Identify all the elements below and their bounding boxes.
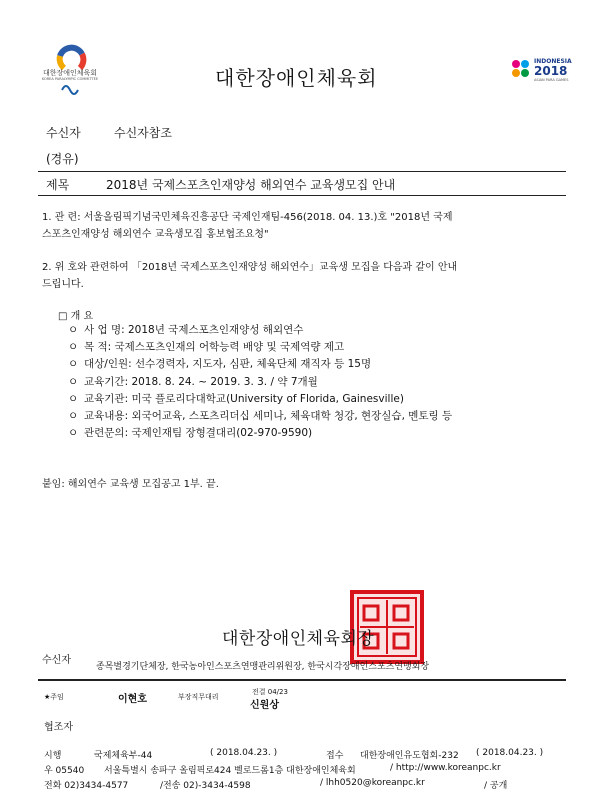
apg-logo-year: 2018 xyxy=(534,64,568,78)
notice-paragraph-line1: 2. 위 호와 관련하여 「2018년 국제스포츠인재양성 해외연수」교육생 모집을 다음과 같이 안내 xyxy=(42,262,458,273)
outline-heading: □ 개 요 xyxy=(58,311,94,322)
enforce-value: 국제체육부-44 xyxy=(94,751,153,761)
asian-para-games-emblem-icon xyxy=(510,58,532,80)
detail-text: 교육내용: 외국어교육, 스포츠리더십 세미나, 체육대학 청강, 현장실습, 멘토링 등 xyxy=(84,410,453,422)
divider xyxy=(38,171,566,172)
bullet-marker: ㅇ xyxy=(68,410,79,422)
bullet-marker: ㅇ xyxy=(68,427,79,440)
address: 서울특별시 송파구 올림픽로424 벨로드롬1층 대한장애인체육회 xyxy=(104,766,356,776)
reference-paragraph-line1: 1. 관 련: 서울올림픽기념국민체육진흥공단 국제인재팀-456(2018. 04. 13.)호 "2018년 국제 xyxy=(42,212,453,223)
detail-text: 사 업 명: 2018년 국제스포츠인재양성 해외연수 xyxy=(84,324,304,336)
drafter-role: ★주임 xyxy=(44,693,64,701)
apg-logo-country: INDONESIA xyxy=(534,58,572,65)
document-header-title: 대한장애인체육회 xyxy=(215,66,378,90)
apg-logo-subtext: ASIAN PARA GAMES xyxy=(534,78,569,82)
bullet-marker: ㅇ xyxy=(68,324,79,336)
notice-paragraph-line2: 드립니다. xyxy=(42,279,84,290)
reference-paragraph-line2: 스포츠인재양성 해외연수 교육생모집 홍보협조요청" xyxy=(42,229,269,240)
subject-value: 2018년 국제스포츠인재양성 해외연수 교육생모집 안내 xyxy=(106,178,396,192)
bullet-marker: ㅇ xyxy=(68,392,79,405)
disclosure-status: / 공개 xyxy=(484,781,508,791)
receipt-date: ( 2018.04.23. ) xyxy=(476,748,544,758)
divider xyxy=(38,195,566,196)
kpc-logo-sublabel: KOREA PARALYMPIC COMMITTEE xyxy=(41,77,99,81)
fax-number: /전송 02)-3434-4598 xyxy=(160,781,251,791)
detail-item xyxy=(68,322,303,337)
detail-text: 관련문의: 국제인재팀 장형결대리(02-970-9590) xyxy=(84,427,313,440)
recipients-value: 종목별경기단체장, 한국농아인스포츠연맹관리위원장, 한국시각장애인스포츠연맹회장 xyxy=(96,662,430,672)
detail-text: 교육기간: 2018. 8. 24. ~ 2019. 3. 3. / 약 7개월 xyxy=(84,375,318,388)
detail-item xyxy=(68,374,318,389)
recipient-label: 수신자 xyxy=(46,126,81,140)
bullet-marker: ㅇ xyxy=(68,358,79,371)
phone-number: 전화 02)3434-4577 xyxy=(44,781,129,791)
detail-item xyxy=(68,391,404,406)
kpc-logo-label: 대한장애인체육회 xyxy=(42,69,98,77)
subject-label: 제목 xyxy=(46,178,70,192)
receipt-value: 대한장애인유도협회-232 xyxy=(360,751,459,761)
recipient-value: 수신자참조 xyxy=(114,126,172,140)
receipt-label: 접수 xyxy=(326,751,344,761)
detail-item xyxy=(68,425,312,440)
drafter-name: 이현호 xyxy=(118,694,147,705)
detail-text: 교육기관: 미국 플로리다대학교(University of Florida, Gainesville) xyxy=(84,392,404,405)
via-label: (경유) xyxy=(46,152,79,166)
detail-item xyxy=(68,339,344,354)
issuer-name: 대한장애인체육회장 xyxy=(222,629,375,649)
approver-date: 전결 04/23 xyxy=(252,688,288,696)
approver-name: 신원상 xyxy=(250,700,279,711)
kpc-logo xyxy=(40,38,100,98)
attachment-line: 붙임: 해외연수 교육생 모집공고 1부. 끝. xyxy=(42,479,219,490)
detail-text: 대상/인원: 선수경력자, 지도자, 심판, 체육단체 재직자 등 15명 xyxy=(84,358,372,371)
asian-para-games-logo xyxy=(510,56,572,86)
reviewer-role: 부장직무대리 xyxy=(178,693,219,701)
divider xyxy=(38,679,566,681)
website-link[interactable]: / http://www.koreanpc.kr xyxy=(390,763,501,773)
recipients-label: 수신자 xyxy=(42,655,71,666)
email-link[interactable]: / lhh0520@koreanpc.kr xyxy=(320,778,425,788)
detail-item xyxy=(68,356,371,371)
enforce-date: ( 2018.04.23. ) xyxy=(210,748,278,758)
bullet-marker: ㅇ xyxy=(68,341,79,354)
enforce-label: 시행 xyxy=(44,751,62,761)
postal-code: 우 05540 xyxy=(44,766,85,776)
cooperator-label: 협조자 xyxy=(44,722,73,733)
detail-text: 목 적: 국제스포츠인재의 어학능력 배양 및 국제역량 제고 xyxy=(84,341,345,354)
detail-item xyxy=(68,408,452,423)
bullet-marker: ㅇ xyxy=(68,375,79,388)
